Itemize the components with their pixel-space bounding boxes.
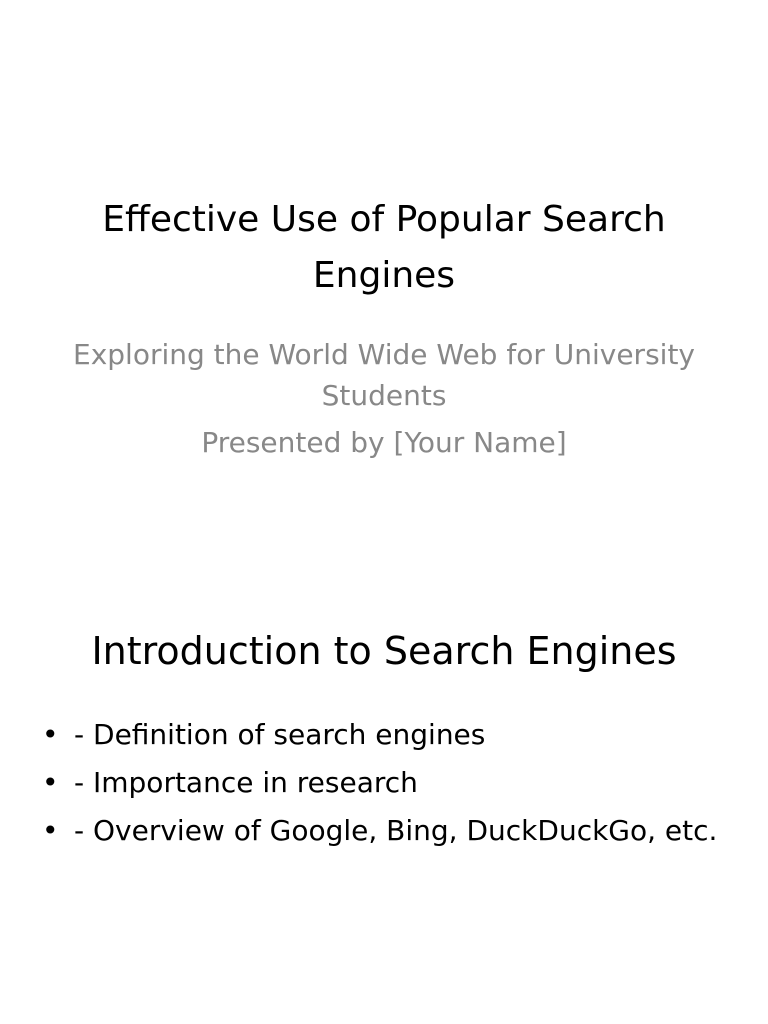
bullet-icon: •	[42, 766, 59, 799]
bullet-item	[42, 711, 742, 759]
bullet-icon: •	[42, 814, 59, 847]
slide-title: Effective Use of Popular Search Engines	[102, 199, 666, 296]
subtitle-tagline: Exploring the World Wide Web for University Students	[73, 338, 695, 412]
bullet-text: - Definition of search engines	[74, 718, 486, 751]
bullet-text: - Importance in research	[74, 766, 418, 799]
slide-title: Introduction to Search Engines	[91, 629, 677, 673]
slide-subtitle	[60, 334, 708, 463]
bullet-icon: •	[42, 718, 59, 751]
bullet-item	[42, 807, 742, 855]
bullet-item	[42, 759, 742, 807]
subtitle-presenter: Presented by [Your Name]	[201, 426, 567, 459]
bullet-text: - Overview of Google, Bing, DuckDuckGo, etc.	[74, 814, 718, 847]
content-slide	[0, 512, 768, 1024]
bullet-list	[42, 711, 742, 855]
